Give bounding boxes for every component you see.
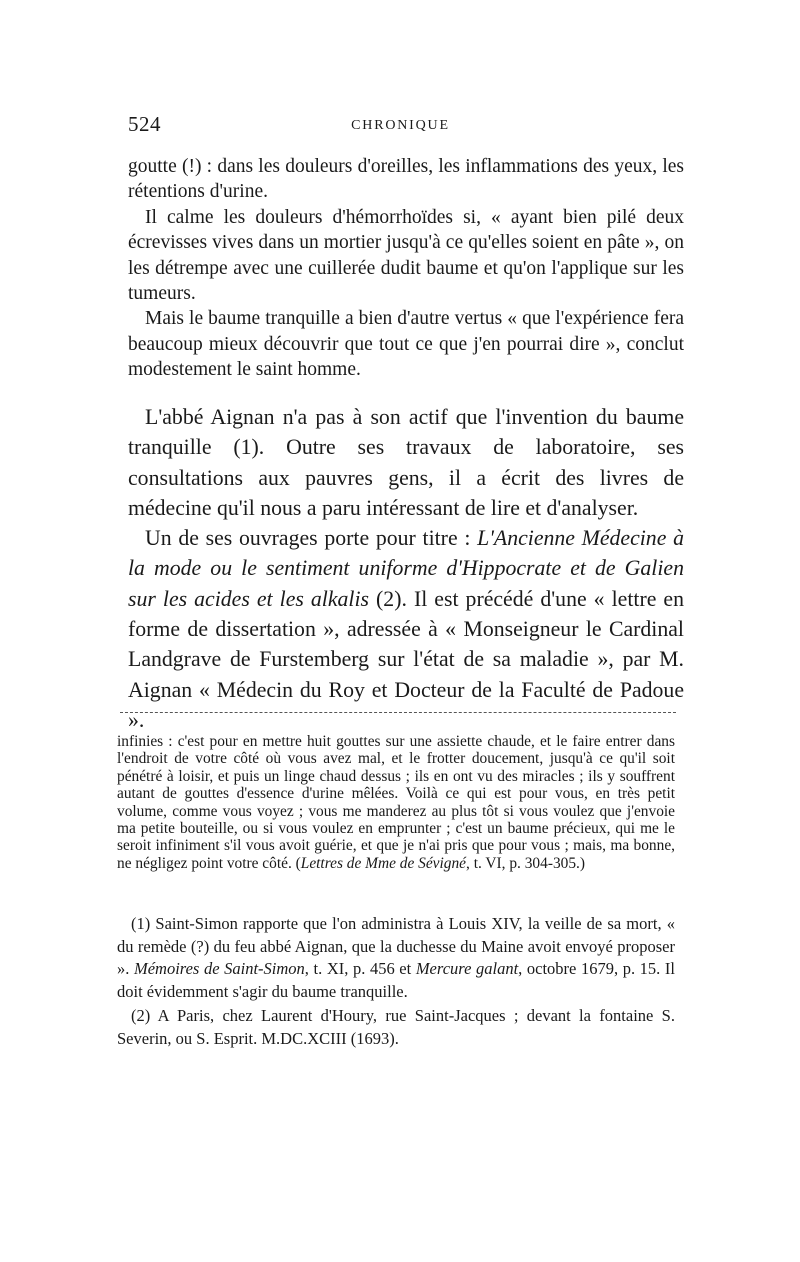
sevigne-citation: Lettres de Mme de Sévigné [300,854,467,872]
footnotes [117,913,675,1050]
footnote-continuation [117,733,675,872]
book-title: L'Ancienne Médecine à la mode ou le sentiment uniforme d'Hippocrate et de Galien sur les acides et les alkalis [128,526,684,611]
body-paragraph-2-rest: (2). Il est précédé d'une « lettre en forme de dissertation », adressée à « Monseigneur le Cardinal Landgrave de Furstemberg sur l'état de sa maladie », par M. Aignan « Médecin du Roy et Docteur de la Faculté de Padoue ». [128,586,684,732]
footnote-1-citation-2: Mercure galant [415,959,519,978]
footnote-1-text: (1) Saint-Simon rapporte que l'on administra à Louis XIV, la veille de sa mort, « du remède (?) du feu abbé Aignan, que la duchesse du Maine avoit envoyé proposer ». [117,914,675,978]
sevigne-quote-text: infinies : c'est pour en mettre huit gouttes sur une assiette chaude, et le faire entrer dans l'endroit de votre côté où vous avez mal, et le frotter doucement, jusqu'à ce qu'il soit pénétré à loisir, et puis un linge chaud dessus ; ils en ont vu des miracles ; ils y souffrent autant de gouttes d'essence d'urine mêlées. Voilà ce qui est pour vous, en très petit volume, comme vous voyez ; vous me manderez au plus tôt si vous voulez que j'envoie ma petite bouteille, ou si vous voulez en emprunter ; c'est un baume précieux, qui me le seroit infiniment s'il vous avoit guérie, et que je n'ai pris que pour vous ; mais, ma bonne, ne négligez point votre côté. ( [117,733,675,872]
main-text [128,402,684,735]
footnote-1 [117,913,675,1003]
intro-paragraph-1: goutte (!) : dans les douleurs d'oreilles, les inflammations des yeux, les rétentions d'urine. [128,156,684,203]
footnote-1-citation-1: Mémoires de Saint-Simon [133,959,305,978]
footnote-1-mid: , t. XI, p. 456 et [304,959,416,978]
footnote-2: (2) A Paris, chez Laurent d'Houry, rue Saint-Jacques ; devant la fontaine S. Severin, ou S. Esprit. M.DC.XCIII (1693). [117,1006,675,1048]
page-number: 524 [128,112,161,136]
footnote-separator [120,712,676,713]
intro-paragraph-3: Mais le baume tranquille a bien d'autre vertus « que l'expérience fera beaucoup mieux découvrir que tout ce que j'en pourrai dire », conclut modestement le saint homme. [128,308,684,381]
sevigne-quote [117,733,675,872]
intro-paragraph-2: Il calme les douleurs d'hémorrhoïdes si, « ayant bien pilé deux écrevisses vives dans un mortier jusqu'à ce qu'elles soient en pâte », on les détrempe avec une cuillerée dudit baume et qu'on l'applique sur les tumeurs. [128,206,684,305]
footnote-1-end: , octobre 1679, p. 15. Il doit évidemment s'agir du baume tranquille. [117,959,675,1001]
sevigne-quote-ref: , t. VI, p. 304-305.) [466,854,585,872]
body-paragraph-2-lead: Un de ses ouvrages porte pour titre : [145,526,478,551]
page-header [128,112,673,142]
quoted-remedy-text [128,154,684,383]
body-paragraph-2 [128,523,684,735]
running-title: CHRONIQUE [351,118,450,133]
body-paragraph-1: L'abbé Aignan n'a pas à son actif que l'invention du baume tranquille (1). Outre ses travaux de laboratoire, ses consultations aux pauvres gens, il a écrit des livres de médecine qu'il nous a paru intéressant de lire et d'analyser. [128,405,684,520]
